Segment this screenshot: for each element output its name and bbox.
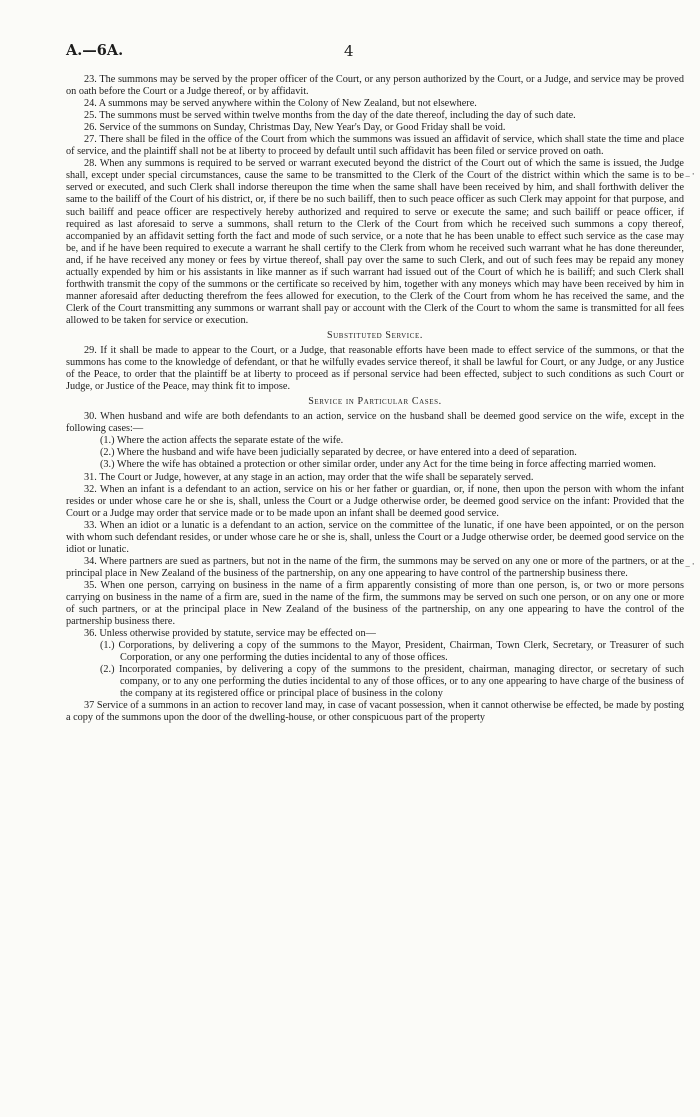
subclause-36-2: (2.) Incorporated companies, by delivering a copy of the summons to the president, chairman, managing director, or secretary of such company, or to any one performing the duties incidental to any of those offices, or to any one appearing to have charge of the business of the company at its registered office or principal place of business in the colony (100, 664, 684, 700)
subclause-30-2: (2.) Where the husband and wife have been judicially separated by decree, or have entered into a deed of separation. (100, 447, 577, 459)
paragraph-31: 31. The Court or Judge, however, at any stage in an action, may order that the wife shall be separately served. (84, 471, 534, 483)
paragraph-30: 30. When husband and wife are both defendants to an action, service on the husband shall be deemed good service on the wife, except in the following cases:— (66, 411, 684, 435)
section-heading-substituted-service: Substituted Service. (326, 329, 423, 341)
margin-tick-mark: ⁻˙ (684, 172, 696, 185)
paragraph-36: 36. Unless otherwise provided by statute, service may be effected on— (84, 628, 376, 640)
margin-tick-mark: ⁻˙ (684, 562, 696, 575)
paragraph-35: 35. When one person, carrying on business in the name of a firm apparently consisting of more than one person, is, or two or more persons carrying on business in the name of a firm are, sued in the name of the firm, the summons may be served on such one person, or on any one or more of such partners, or at the principal place in New Zealand of the business of the partnership, on any one appearing to have the control of the partnership business there. (66, 579, 684, 628)
document-page (66, 42, 684, 724)
paragraph-28: 28. When any summons is required to be served or warrant executed beyond the district of the Court out of which the same is issued, the Judge shall, except under special circumstances, cause the same to be transmitted to the Clerk of the Court of the district within which the same is to be served or executed, and such Clerk shall indorse thereupon the time when the same shall have been received by him, and shall forthwith deliver the same to the bailiff of the Court of his district, or, if there be no such bailiff, then to such peace officer as such Clerk may appoint for that purpose, and such bailiff and peace officer are respectively hereby authorized and required to serve or execute the same; and such bailiff or peace officer, if required as last aforesaid to serve a summons, shall return to the Clerk of the Court from which he received such summons a copy thereof, accompanied by an affidavit setting forth the fact and mode of such service, or a note that he has been unable to effect such service as the case may be, and if he have been required to execute a warrant he shall certify to the Clerk from whom he received such warrant what he has done thereunder, and, if he have received any money or fees by virtue thereof, shall pay over the same to such Clerk, and out of such fees may be repaid any money actually expended by him or his assistants in like manner as if such warrant had issued out of the Court of which he is bailiff; and such Clerk shall forthwith transmit the copy of the summons or the certificate so received by him, together with any moneys which may have been received by him in manner aforesaid after deducting therefrom the fees allowed for execution, to the Clerk of the Court from whom he has received the same, and the Clerk of the Court transmitting any summons or warrant shall pay or account with the Clerk of the Court to whom the same is transmitted for all fees allowed to be taken for service or execution. (66, 158, 684, 326)
paragraph-25: 25. The summons must be served within twelve months from the day of the date thereof, including the day of such date. (84, 110, 576, 122)
section-heading-particular-cases: Service in Particular Cases. (308, 396, 442, 408)
paragraph-33: 33. When an idiot or a lunatic is a defendant to an action, service on the committee of the lunatic, if one have been appointed, or on the person with whom such defendant resides, or under whose care he or she is, shall, unless the Court or a Judge otherwise order, be deemed good service on the idiot or lunatic. (66, 519, 684, 555)
page-number: 4 (344, 42, 354, 60)
subclause-36-1: (1.) Corporations, by delivering a copy of the summons to the Mayor, President, Chairman, Town Clerk, Secretary, or Treasurer of such Corporation, or any one performing the duties incidental to any of those offices. (100, 640, 684, 664)
paragraph-37: 37 Service of a summons in an action to recover land may, in case of vacant possession, when it cannot otherwise be effected, be made by posting a copy of the summons upon the door of the dwelling-house, or other conspicuous part of the property (66, 700, 684, 724)
paragraph-34: 34. Where partners are sued as partners, but not in the name of the firm, the summons may be served on any one or more of the partners, or at the principal place in New Zealand of the business of the partnership, on any one appearing to have control of the partnership business there. (66, 555, 684, 579)
paragraph-23: 23. The summons may be served by the proper officer of the Court, or any person authorized by the Court, or a Judge, and service may be proved on oath before the Court or a Judge thereof, or by affidavit. (66, 74, 684, 98)
paragraph-24: 24. A summons may be served anywhere within the Colony of New Zealand, but not elsewhere. (84, 98, 477, 110)
paragraph-27: 27. There shall be filed in the office of the Court from which the summons was issued an affidavit of service, which shall state the time and place of service, and the plaintiff shall not be at liberty to proceed by default until such affidavit has been filed or service proved on oath. (66, 134, 684, 158)
document-reference: A.—6A. (66, 42, 124, 59)
subclause-30-3: (3.) Where the wife has obtained a protection or other similar order, under any Act for the time being in force affecting married women. (100, 459, 656, 471)
subclause-30-1: (1.) Where the action affects the separate estate of the wife. (100, 435, 344, 447)
paragraph-26: 26. Service of the summons on Sunday, Christmas Day, New Year's Day, or Good Friday shall be void. (84, 122, 506, 134)
paragraph-29: 29. If it shall be made to appear to the Court, or a Judge, that reasonable efforts have been made to effect service of the summons, or that the summons has come to the knowledge of defendant, or that he wilfully evades service thereof, it shall be lawful for Court, or any Judge, or any Justice of the Peace, to order that the plaintiff be at liberty to proceed as if personal service had been effected, subject to such conditions as such Court or Judge, or Justice of the Peace, may think fit to impose. (66, 345, 684, 393)
paragraph-32: 32. When an infant is a defendant to an action, service on his or her father or guardian, or, if none, then upon the person with whom the infant resides or under whose care he or she is, shall, unless the Court or a Judge otherwise order, be deemed good service on the infant: Provided that the Court or a Judge may order that service made or to be made upon an infant shall be deemed good service. (66, 483, 684, 519)
page-header (66, 42, 684, 64)
body-text (66, 74, 684, 724)
